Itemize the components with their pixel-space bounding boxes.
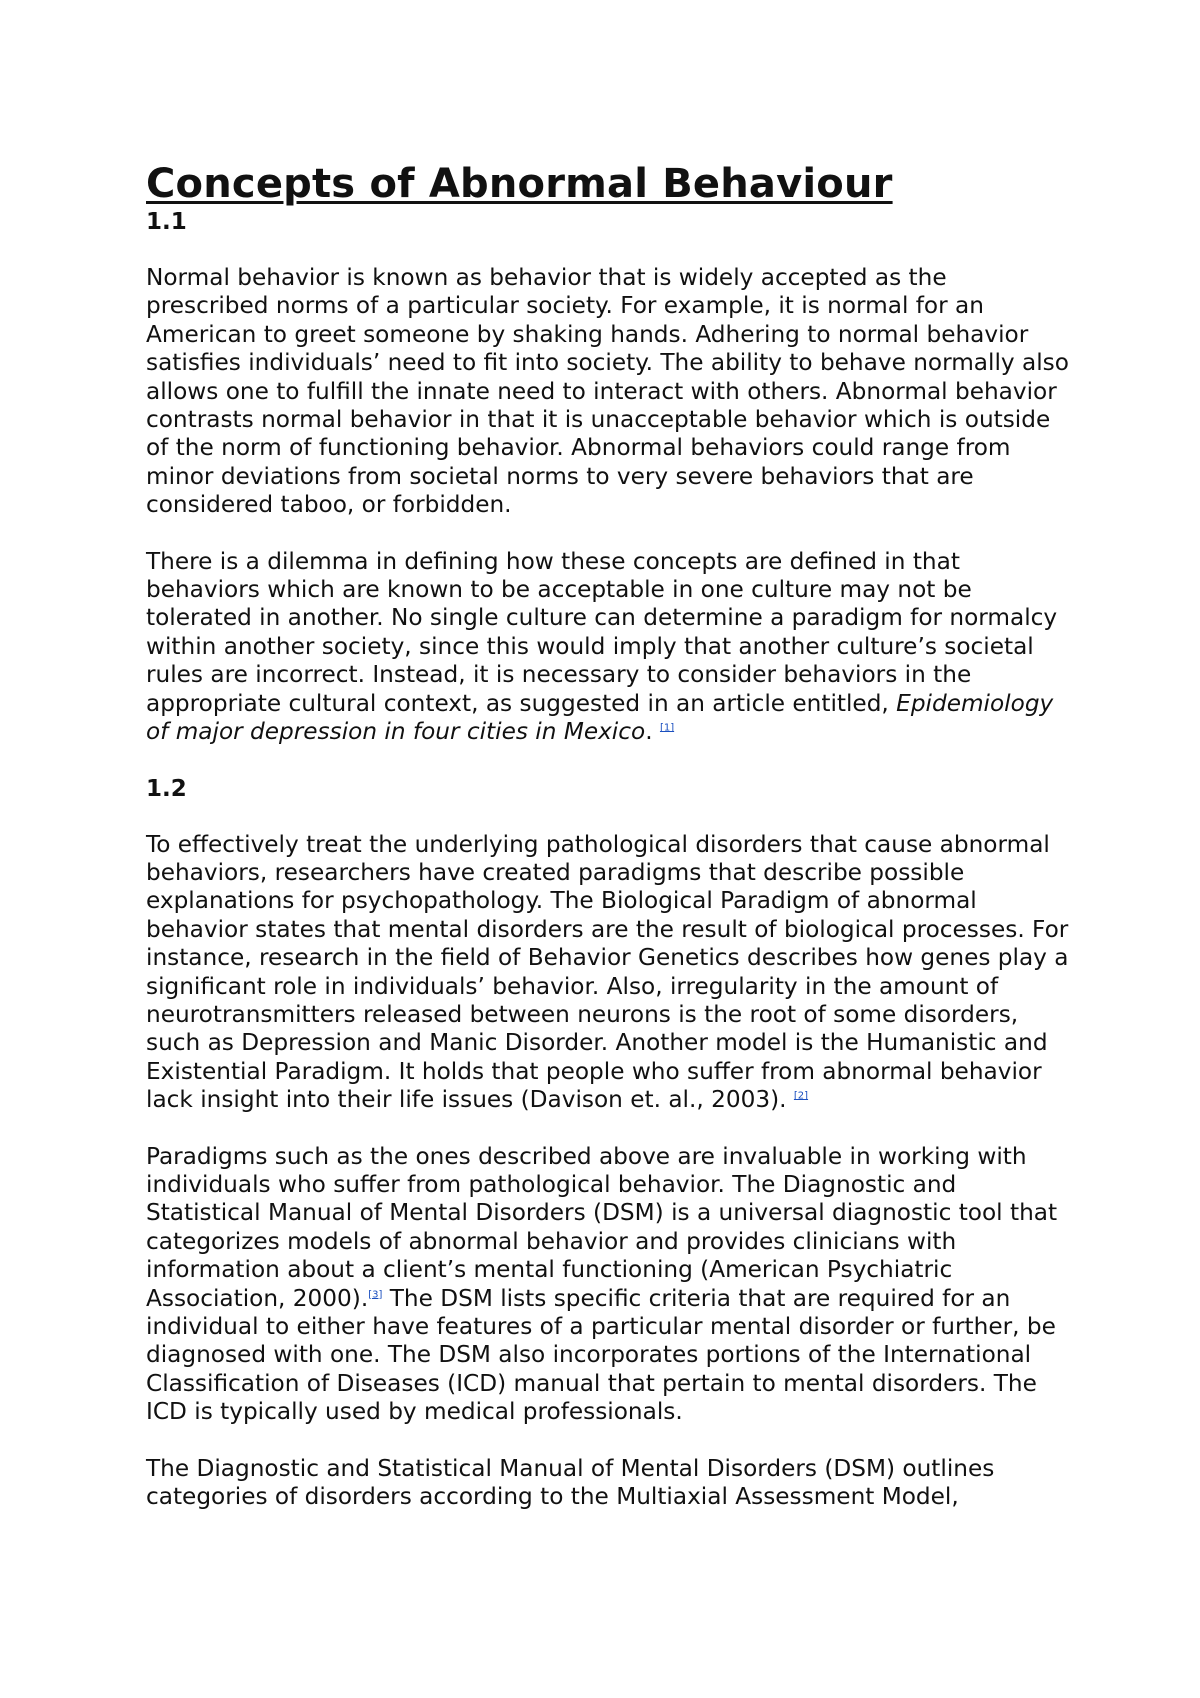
footnote-link-1[interactable]: [1] — [659, 722, 675, 734]
footnote-link-3[interactable]: [3] — [368, 1288, 383, 1300]
paragraph-multiaxial: The Diagnostic and Statistical Manual of Mental Disorders (DSM) outlines categories of disorders according to the Multiaxial Assessment Model, — [146, 1454, 995, 1511]
section-number-1-2: 1.2 — [146, 775, 187, 802]
paragraph-normal-behavior: Normal behavior is known as behavior that is widely accepted as the prescribed norms of a particular society. For example, it is normal for an American to greet someone by shaking hands. Adhering to normal behavior satisfies individuals’ need to fit into society. The ability to behave normally also allows one to fulfill the innate need to interact with others. Abnormal behavior contrasts normal behavior in that it is unacceptable behavior which is outside of the norm of functioning behavior. Abnormal behaviors could range from minor deviations from societal norms to very severe behaviors that are considered taboo, or forbidden. — [146, 264, 1069, 519]
footnote-link-2[interactable]: [2] — [793, 1090, 809, 1102]
paragraph-text: . — [645, 718, 660, 746]
paragraph-text: There is a dilemma in defining how these concepts are defined in that behaviors which are known to be acceptable in one culture may not be tolerated in another. No single culture can determine a paradigm for normalcy within another society, since this would imply that another culture’s societal rules are incorrect. Instead, it is necessary to consider behaviors in the appropriate cultural context, as suggested in an article entitled, — [146, 547, 1058, 717]
page-title: Concepts of Abnormal Behaviour — [146, 161, 893, 207]
article-title: Epidemiology of major depression in four cities in Mexico — [146, 689, 1054, 746]
paragraph-text: The DSM lists specific criteria that are required for an individual to either have features of a particular mental disorder or further, be diagnosed with one. The DSM also incorporates portions of the International Classification of Diseases (ICD) manual that pertain to mental disorders. The ICD is typically used by medical professionals. — [146, 1284, 1056, 1426]
paragraph-text: To effectively treat the underlying pathological disorders that cause abnormal behaviors, researchers have created paradigms that describe possible explanations for psychopathology. The Biological Paradigm of abnormal behavior states that mental disorders are the result of biological processes. For instance, research in the field of Behavior Genetics describes how genes play a significant role in individuals’ behavior. Also, irregularity in the amount of neurotransmitters released between neurons is the root of some disorders, such as Depression and Manic Disorder. Another model is the Humanistic and Existential Paradigm. It holds that people who suffer from abnormal behavior lack insight into their life issues (Davison et. al., 2003). — [146, 830, 1069, 1114]
paragraph-text: Paradigms such as the ones described above are invaluable in working with individuals who suffer from pathological behavior. The Diagnostic and Statistical Manual of Mental Disorders (DSM) is a universal diagnostic tool that categorizes models of abnormal behavior and provides clinicians with information about a client’s mental functioning (American Psychiatric Association, 2000). — [146, 1142, 1058, 1312]
paragraph-paradigms — [146, 831, 1076, 1115]
document-page — [146, 160, 1076, 1511]
section-number-1-1: 1.1 — [146, 209, 187, 235]
paragraph-cultural-dilemma — [146, 548, 1076, 747]
paragraph-dsm — [146, 1143, 1076, 1427]
